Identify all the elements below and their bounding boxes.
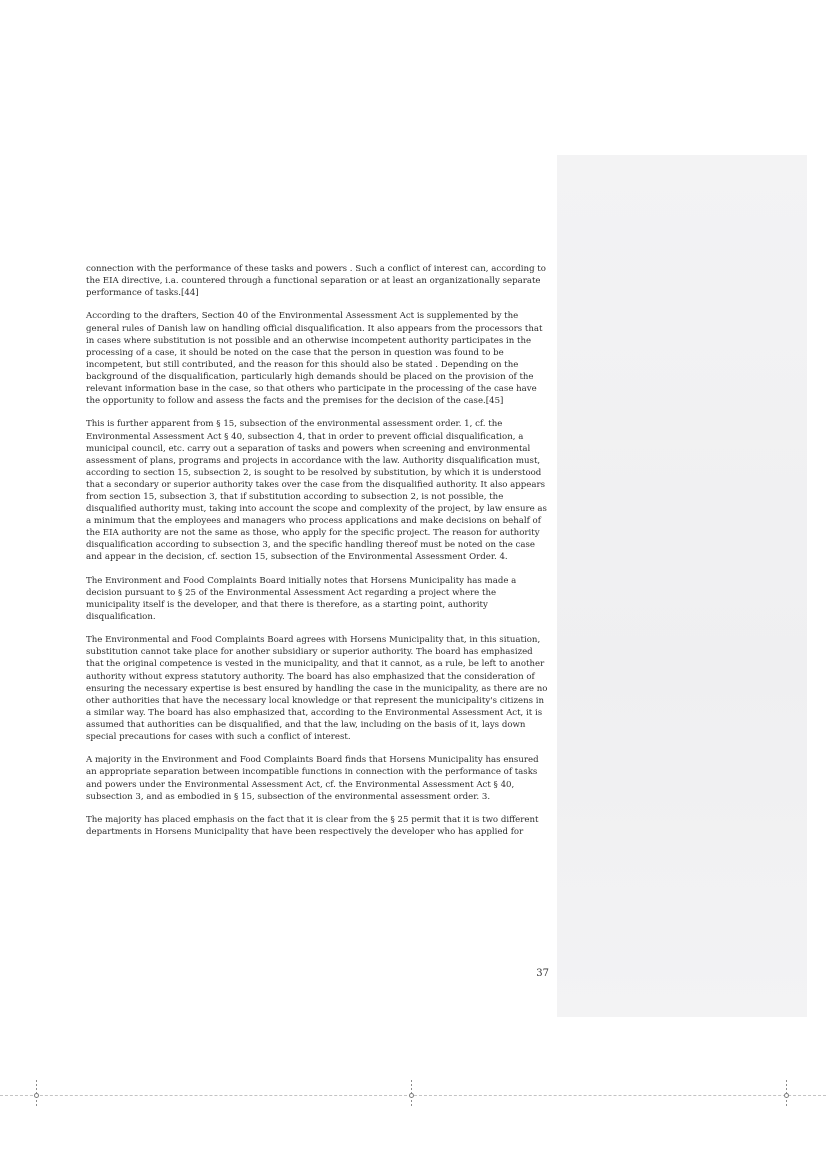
paragraph-1: connection with the performance of these tasks and powers . Such a conflict of interest can, according to the EIA directive, i.a. countered through a functional separation or at least an organizationally separate performance of tasks.[44]: [86, 264, 546, 299]
paragraph-2: According to the drafters, Section 40 of the Environmental Assessment Act is supplemented by the general rules of Danish law on handling official disqualification. It also appears from the processors that in cases where substitution is not possible and an otherwise incompetent authority participates in the processing of a case, it should be noted on the case that the person in question was found to be incompetent, but still contributed, and the reason for this should also be stated . Depending on the background of the disqualification, particularly high demands should be placed on the provision of the relevant information base in the case, so that others who participate in the processing of the case have the opportunity to follow and assess the facts and the premises for the decision of the case.[45]: [86, 311, 543, 407]
crop-mark-icon: [409, 1080, 415, 1106]
crop-mark-icon: [784, 1080, 790, 1106]
paragraph-7: The majority has placed emphasis on the fact that it is clear from the § 25 permit that it is two different departments in Horsens Municipality that have been respectively the developer who has applied for: [86, 814, 539, 837]
paragraph-3: This is further apparent from § 15, subsection of the environmental assessment order. 1, cf. the Environmental Assessment Act § 40, subsection 4, that in order to prevent official disqualification, a municipal council, etc. carry out a separation of tasks and powers when screening and environmental assessment of plans, programs and projects in accordance with the law. Authority disqualification must, according to section 15, subsection 2, is sought to be resolved by substitution, by which it is understood that a secondary or superior authority takes over the case from the disqualified authority. It also appears from section 15, subsection 3, that if substitution according to subsection 2, is not possible, the disqualified authority must, taking into account the scope and complexity of the project, by law ensure as a minimum that the employees and managers who process applications and make decisions on behalf of the EIA authority are not the same as those, who apply for the specific project. The reason for authority disqualification according to subsection 3, and the specific handling thereof must be noted on the case and appear in the decision, cf. section 15, subsection of the Environmental Assessment Order. 4.: [86, 419, 547, 563]
crop-mark-icon: [34, 1080, 40, 1106]
scan-shadow-panel: [557, 155, 807, 1017]
document-body: [86, 263, 548, 849]
paragraph-6: A majority in the Environment and Food Complaints Board finds that Horsens Municipality has ensured an appropriate separation between incompatible functions in connection with the performance of tasks and powers under the Environmental Assessment Act, cf. the Environmental Assessment Act § 40, subsection 3, and as embodied in § 15, subsection of the environmental assessment order. 3.: [86, 755, 539, 802]
paragraph-5: The Environmental and Food Complaints Board agrees with Horsens Municipality that, in this situation, substitution cannot take place for another subsidiary or superior authority. The board has emphasized that the original competence is vested in the municipality, and that it cannot, as a rule, be left to another authority without express statutory authority. The board has also emphasized that the consideration of ensuring the necessary expertise is best ensured by handling the case in the municipality, as there are no other authorities that have the necessary local knowledge or that represent the municipality's citizens in a similar way. The board has also emphasized that, according to the Environmental Assessment Act, it is assumed that authorities can be disqualified, and that the law, including on the basis of it, lays down special precautions for cases with such a conflict of interest.: [86, 635, 548, 743]
paragraph-4: The Environment and Food Complaints Board initially notes that Horsens Municipality has made a decision pursuant to § 25 of the Environmental Assessment Act regarding a project where the municipality itself is the developer, and that there is therefore, as a starting point, authority disqualification.: [86, 575, 517, 622]
page-number: 37: [536, 968, 549, 979]
